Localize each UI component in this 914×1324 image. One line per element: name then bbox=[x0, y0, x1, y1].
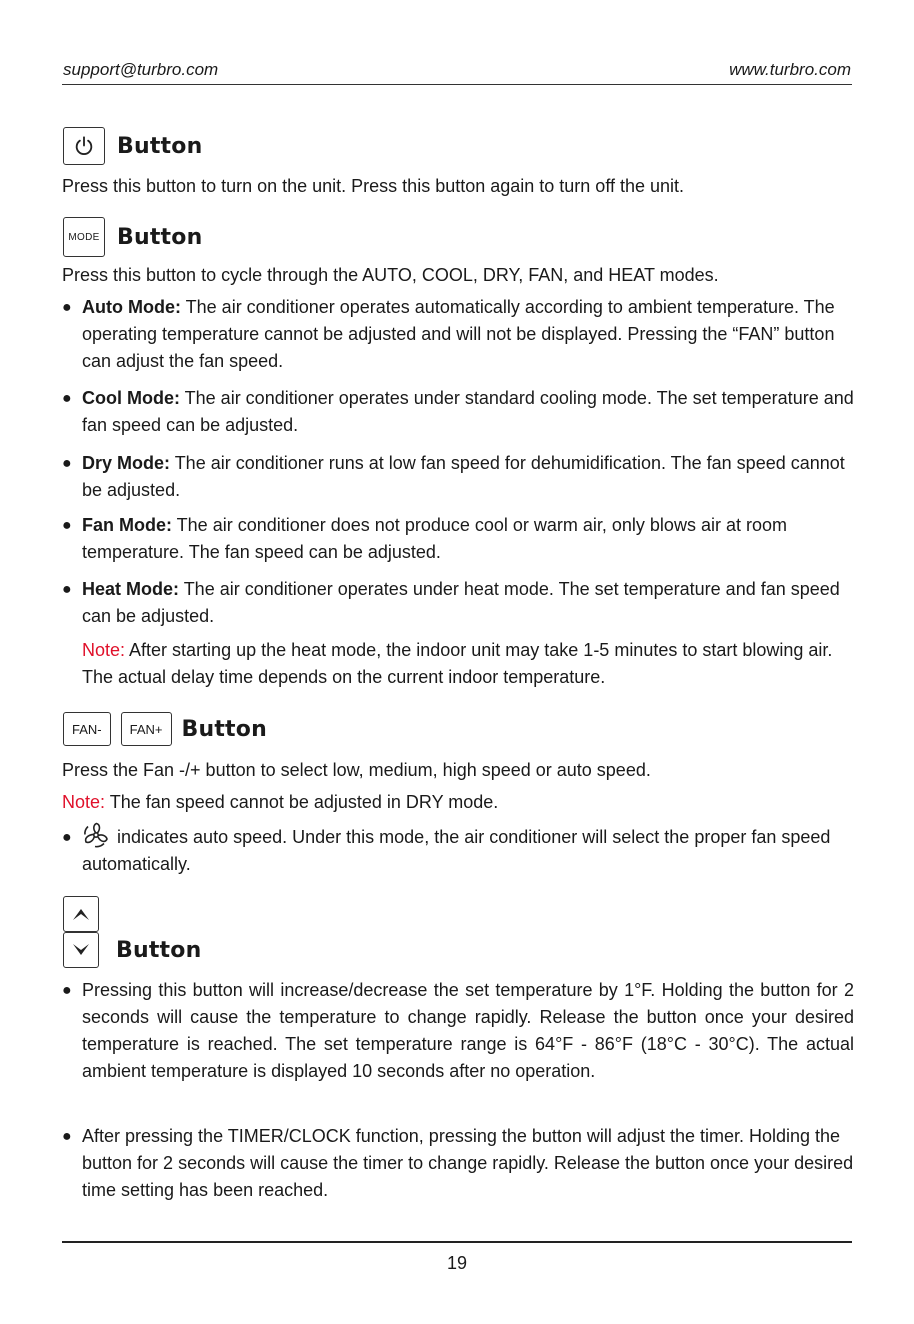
auto-mode-text: The air conditioner operates automatically according to ambient temperature. The operating temperature cannot be adjusted and will not be displayed. Pressing the “FAN” button can adjust the fan speed. bbox=[82, 297, 835, 371]
fan-mode-text: The air conditioner does not produce cool or warm air, only blows air at room temperature. The fan speed can be adjusted. bbox=[82, 515, 787, 562]
power-button-description: Press this button to turn on the unit. Press this button again to turn off the unit. bbox=[62, 176, 685, 196]
power-icon bbox=[73, 135, 95, 157]
mode-button-title: Button bbox=[117, 224, 203, 250]
list-item-heat-mode bbox=[62, 576, 854, 630]
cool-mode-text: The air conditioner operates under standard cooling mode. The set temperature and fan speed can be adjusted. bbox=[82, 388, 854, 435]
list-item-temp-adjust bbox=[62, 977, 854, 1085]
list-item-auto-mode bbox=[62, 294, 854, 375]
header-email: support@turbro.com bbox=[63, 60, 219, 79]
dry-mode-text: The air conditioner runs at low fan speed for dehumidification. The fan speed cannot be adjusted. bbox=[82, 453, 845, 500]
header-website: www.turbro.com bbox=[729, 60, 851, 79]
list-item-timer-adjust bbox=[62, 1123, 854, 1204]
fan-button-heading bbox=[63, 712, 267, 746]
power-button-title: Button bbox=[117, 133, 203, 159]
bullet-dot: ● bbox=[62, 390, 72, 407]
up-arrow-icon bbox=[71, 906, 91, 922]
temp-up-key-box bbox=[63, 896, 99, 932]
heat-mode-label: Heat Mode: bbox=[82, 579, 180, 599]
list-item-dry-mode bbox=[62, 450, 854, 504]
heat-mode-note bbox=[62, 637, 854, 691]
down-arrow-key bbox=[63, 932, 99, 968]
auto-mode-label: Auto Mode: bbox=[82, 297, 181, 317]
heat-mode-text: The air conditioner operates under heat mode. The set temperature and fan speed can be adjusted. bbox=[82, 579, 840, 626]
bullet-dot: ● bbox=[62, 581, 72, 598]
fan-plus-key-box: FAN+ bbox=[121, 712, 172, 746]
fan-mode-label: Fan Mode: bbox=[82, 515, 172, 535]
power-key-box bbox=[63, 127, 105, 165]
up-arrow-key bbox=[63, 896, 99, 932]
bullet-dot: ● bbox=[62, 455, 72, 472]
temp-button-title: Button bbox=[116, 937, 202, 963]
footer-divider bbox=[62, 1241, 852, 1243]
temp-button-heading bbox=[63, 932, 201, 968]
fan-button-title: Button bbox=[181, 716, 267, 742]
bullet-dot: ● bbox=[62, 517, 72, 534]
bullet-dot: ● bbox=[62, 829, 72, 846]
list-item-fan-mode bbox=[62, 512, 854, 566]
heat-mode-note-text: After starting up the heat mode, the indoor unit may take 1-5 minutes to start blowing air. The actual delay time depends on the current indoor temperature. bbox=[82, 640, 833, 687]
bullet-dot: ● bbox=[62, 299, 72, 316]
mode-key-box: MODE bbox=[63, 217, 105, 257]
header-divider bbox=[62, 84, 852, 85]
list-item-auto-speed bbox=[62, 824, 854, 878]
bullet-dot: ● bbox=[62, 1128, 72, 1145]
note-label: Note: bbox=[82, 640, 126, 660]
fan-note-text: The fan speed cannot be adjusted in DRY mode. bbox=[105, 792, 499, 812]
down-arrow-icon bbox=[71, 942, 91, 958]
fan-minus-key-box: FAN- bbox=[63, 712, 111, 746]
auto-speed-text: indicates auto speed. Under this mode, the air conditioner will select the proper fan speed automatically. bbox=[82, 827, 831, 874]
power-button-heading bbox=[63, 127, 202, 165]
temp-adjust-text: Pressing this button will increase/decrease the set temperature by 1°F. Holding the button for 2 seconds will cause the temperature to change rapidly. Release the button once your desired temperature is reached. The set temperature range is 64°F - 86°F (18°C - 30°C). The actual ambient temperature is displayed 10 seconds after no operation. bbox=[82, 980, 854, 1081]
cool-mode-label: Cool Mode: bbox=[82, 388, 180, 408]
mode-button-intro: Press this button to cycle through the AUTO, COOL, DRY, FAN, and HEAT modes. bbox=[62, 265, 719, 285]
fan-button-note bbox=[62, 789, 854, 816]
dry-mode-label: Dry Mode: bbox=[82, 453, 171, 473]
fan-button-intro: Press the Fan -/+ button to select low, medium, high speed or auto speed. bbox=[62, 760, 651, 780]
list-item-cool-mode bbox=[62, 385, 854, 439]
auto-fan-icon bbox=[82, 821, 110, 849]
page-number: 19 bbox=[446, 1253, 468, 1273]
timer-adjust-text: After pressing the TIMER/CLOCK function, pressing the button will adjust the timer. Holding the button for 2 seconds will cause the timer to change rapidly. Release the button once your desired time setting has been reached. bbox=[82, 1126, 854, 1200]
bullet-dot: ● bbox=[62, 982, 72, 999]
mode-button-heading bbox=[63, 217, 202, 257]
note-label: Note: bbox=[62, 792, 106, 812]
